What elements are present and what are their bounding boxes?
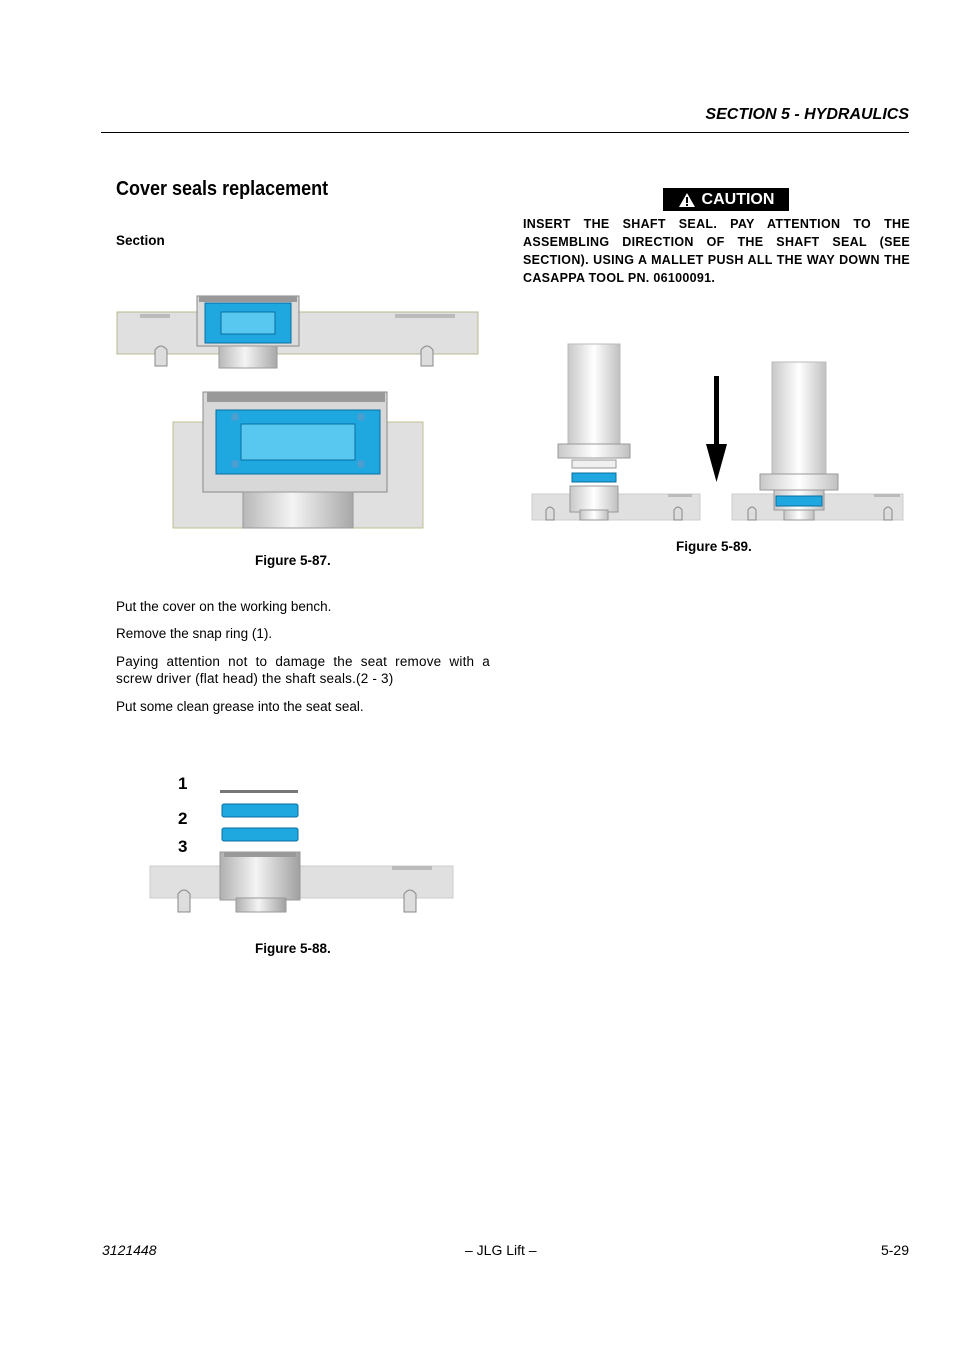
figure-5-88-caption: Figure 5-88. bbox=[255, 941, 331, 956]
figure-5-87-caption: Figure 5-87. bbox=[255, 553, 331, 568]
callout-1: 1 bbox=[178, 774, 188, 793]
header-rule bbox=[101, 132, 909, 133]
caution-label: CAUTION bbox=[701, 190, 775, 208]
section-subheading: Section bbox=[116, 233, 165, 248]
warning-triangle-icon bbox=[678, 192, 696, 208]
section-header: SECTION 5 - HYDRAULICS bbox=[705, 106, 909, 123]
paragraph-3: Paying attention not to damage the seat remove with a screw driver (flat head) the shaft seals.(2 - 3) bbox=[116, 654, 490, 686]
footer-doc-number: 3121448 bbox=[102, 1242, 157, 1258]
footer-center: – JLG Lift – bbox=[465, 1242, 537, 1258]
figure-5-89-illustration bbox=[530, 340, 905, 524]
paragraph-4: Put some clean grease into the seat seal. bbox=[116, 699, 364, 714]
footer-page-number: 5-29 bbox=[880, 1242, 909, 1258]
callout-2: 2 bbox=[178, 809, 188, 828]
page-title: Cover seals replacement bbox=[116, 178, 329, 200]
figure-5-88-illustration bbox=[148, 788, 454, 914]
paragraph-2: Remove the snap ring (1). bbox=[116, 626, 273, 641]
figure-5-89-caption: Figure 5-89. bbox=[676, 539, 752, 554]
callout-3: 3 bbox=[178, 837, 188, 856]
caution-text: INSERT THE SHAFT SEAL. PAY ATTENTION TO THE ASSEMBLING DIRECTION OF THE SHAFT SEAL (SEE SECTION). USING A MALLET PUSH ALL THE WAY DOWN THE CASAPPA TOOL PN. 06100091. bbox=[523, 217, 910, 285]
paragraph-1: Put the cover on the working bench. bbox=[116, 599, 332, 614]
figure-5-87-illustration bbox=[115, 292, 480, 530]
caution-badge bbox=[663, 188, 789, 211]
